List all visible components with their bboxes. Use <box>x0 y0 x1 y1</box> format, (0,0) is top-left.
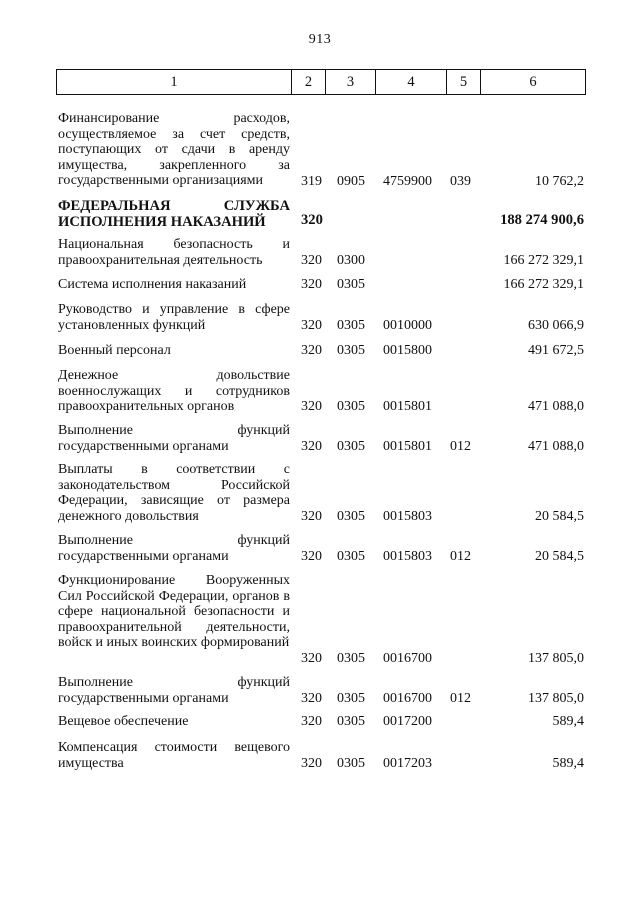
row-cell-c2: 320 <box>301 343 322 358</box>
row-cell-c2: 320 <box>301 399 322 414</box>
row-cell-c4: 0015803 <box>383 509 432 524</box>
row-cell-c6: 137 805,0 <box>528 651 584 666</box>
row-cell-c6: 188 274 900,6 <box>500 212 584 228</box>
row-name: ФЕДЕРАЛЬНАЯ СЛУЖБА ИСПОЛНЕНИЯ НАКАЗАНИЙ <box>58 198 290 230</box>
row-cell-c5: 012 <box>450 549 471 564</box>
row-cell-c6: 589,4 <box>552 714 584 729</box>
row-cell-c3: 0305 <box>337 714 365 729</box>
header-col-2: 2 <box>292 70 326 94</box>
row-cell-c6: 491 672,5 <box>528 343 584 358</box>
row-name: Военный персонал <box>58 343 171 358</box>
header-col-1: 1 <box>57 70 292 94</box>
row-cell-c4: 0015800 <box>383 343 432 358</box>
row-cell-c4: 0015801 <box>383 399 432 414</box>
row-cell-c6: 166 272 329,1 <box>503 277 584 292</box>
row-cell-c4: 0017203 <box>383 756 432 771</box>
row-cell-c2: 320 <box>301 439 322 454</box>
row-cell-c3: 0305 <box>337 399 365 414</box>
row-cell-c3: 0305 <box>337 439 365 454</box>
row-name: Компенсация стоимости вещевого имущества <box>58 740 290 771</box>
row-cell-c3: 0305 <box>337 651 365 666</box>
row-name: Вещевое обеспечение <box>58 714 189 729</box>
row-name: Система исполнения наказаний <box>58 277 247 292</box>
header-col-5: 5 <box>447 70 481 94</box>
row-cell-c3: 0305 <box>337 318 365 333</box>
row-cell-c2: 320 <box>301 714 322 729</box>
row-cell-c6: 589,4 <box>552 756 584 771</box>
row-cell-c4: 0010000 <box>383 318 432 333</box>
row-cell-c4: 0016700 <box>383 651 432 666</box>
row-cell-c2: 320 <box>301 212 323 228</box>
header-col-4: 4 <box>376 70 447 94</box>
row-cell-c6: 471 088,0 <box>528 399 584 414</box>
row-cell-c4: 4759900 <box>383 174 432 189</box>
row-cell-c5: 039 <box>450 174 471 189</box>
row-cell-c6: 20 584,5 <box>535 509 584 524</box>
page-number: 913 <box>308 32 332 47</box>
row-cell-c2: 320 <box>301 549 322 564</box>
row-cell-c2: 320 <box>301 691 322 706</box>
row-cell-c3: 0305 <box>337 691 365 706</box>
row-cell-c5: 012 <box>450 439 471 454</box>
row-cell-c4: 0015801 <box>383 439 432 454</box>
row-cell-c4: 0016700 <box>383 691 432 706</box>
row-cell-c2: 320 <box>301 756 322 771</box>
row-cell-c6: 630 066,9 <box>528 318 584 333</box>
row-name: Выплаты в соответствии с законодательством Российской Федерации, зависящие от размера денежного довольствия <box>58 462 290 524</box>
row-cell-c2: 320 <box>301 651 322 666</box>
row-cell-c6: 10 762,2 <box>535 174 584 189</box>
row-cell-c3: 0305 <box>337 756 365 771</box>
row-cell-c3: 0905 <box>337 174 365 189</box>
row-name: Выполнение функций государственными органами <box>58 423 290 454</box>
row-cell-c3: 0300 <box>337 253 365 268</box>
row-name: Выполнение функций государственными органами <box>58 675 290 706</box>
row-cell-c4: 0015803 <box>383 549 432 564</box>
row-name: Финансирование расходов, осуществляемое за счет средств, поступающих от сдачи в аренду имущества, закрепленного за государственными организациями <box>58 111 290 188</box>
row-name: Денежное довольствие военнослужащих и сотрудников правоохранительных органов <box>58 368 290 414</box>
row-cell-c6: 166 272 329,1 <box>503 253 584 268</box>
row-cell-c2: 320 <box>301 318 322 333</box>
row-cell-c3: 0305 <box>337 509 365 524</box>
row-cell-c2: 320 <box>301 253 322 268</box>
row-name: Выполнение функций государственными органами <box>58 533 290 564</box>
row-cell-c2: 320 <box>301 509 322 524</box>
row-cell-c6: 20 584,5 <box>535 549 584 564</box>
row-name: Национальная безопасность и правоохранительная деятельность <box>58 237 290 268</box>
row-cell-c5: 012 <box>450 691 471 706</box>
row-cell-c3: 0305 <box>337 277 365 292</box>
row-name: Функционирование Вооруженных Сил Российской Федерации, органов в сфере национальной безопасности и правоохранительной деятельности, войск и иных воинских формирований <box>58 573 290 650</box>
header-col-6: 6 <box>529 74 537 90</box>
row-cell-c6: 471 088,0 <box>528 439 584 454</box>
row-cell-c4: 0017200 <box>383 714 432 729</box>
table-header <box>56 69 586 95</box>
row-cell-c3: 0305 <box>337 549 365 564</box>
header-col-3: 3 <box>326 70 376 94</box>
row-cell-c3: 0305 <box>337 343 365 358</box>
row-cell-c6: 137 805,0 <box>528 691 584 706</box>
row-cell-c2: 320 <box>301 277 322 292</box>
row-name: Руководство и управление в сфере установленных функций <box>58 302 290 333</box>
row-cell-c2: 319 <box>301 174 322 189</box>
